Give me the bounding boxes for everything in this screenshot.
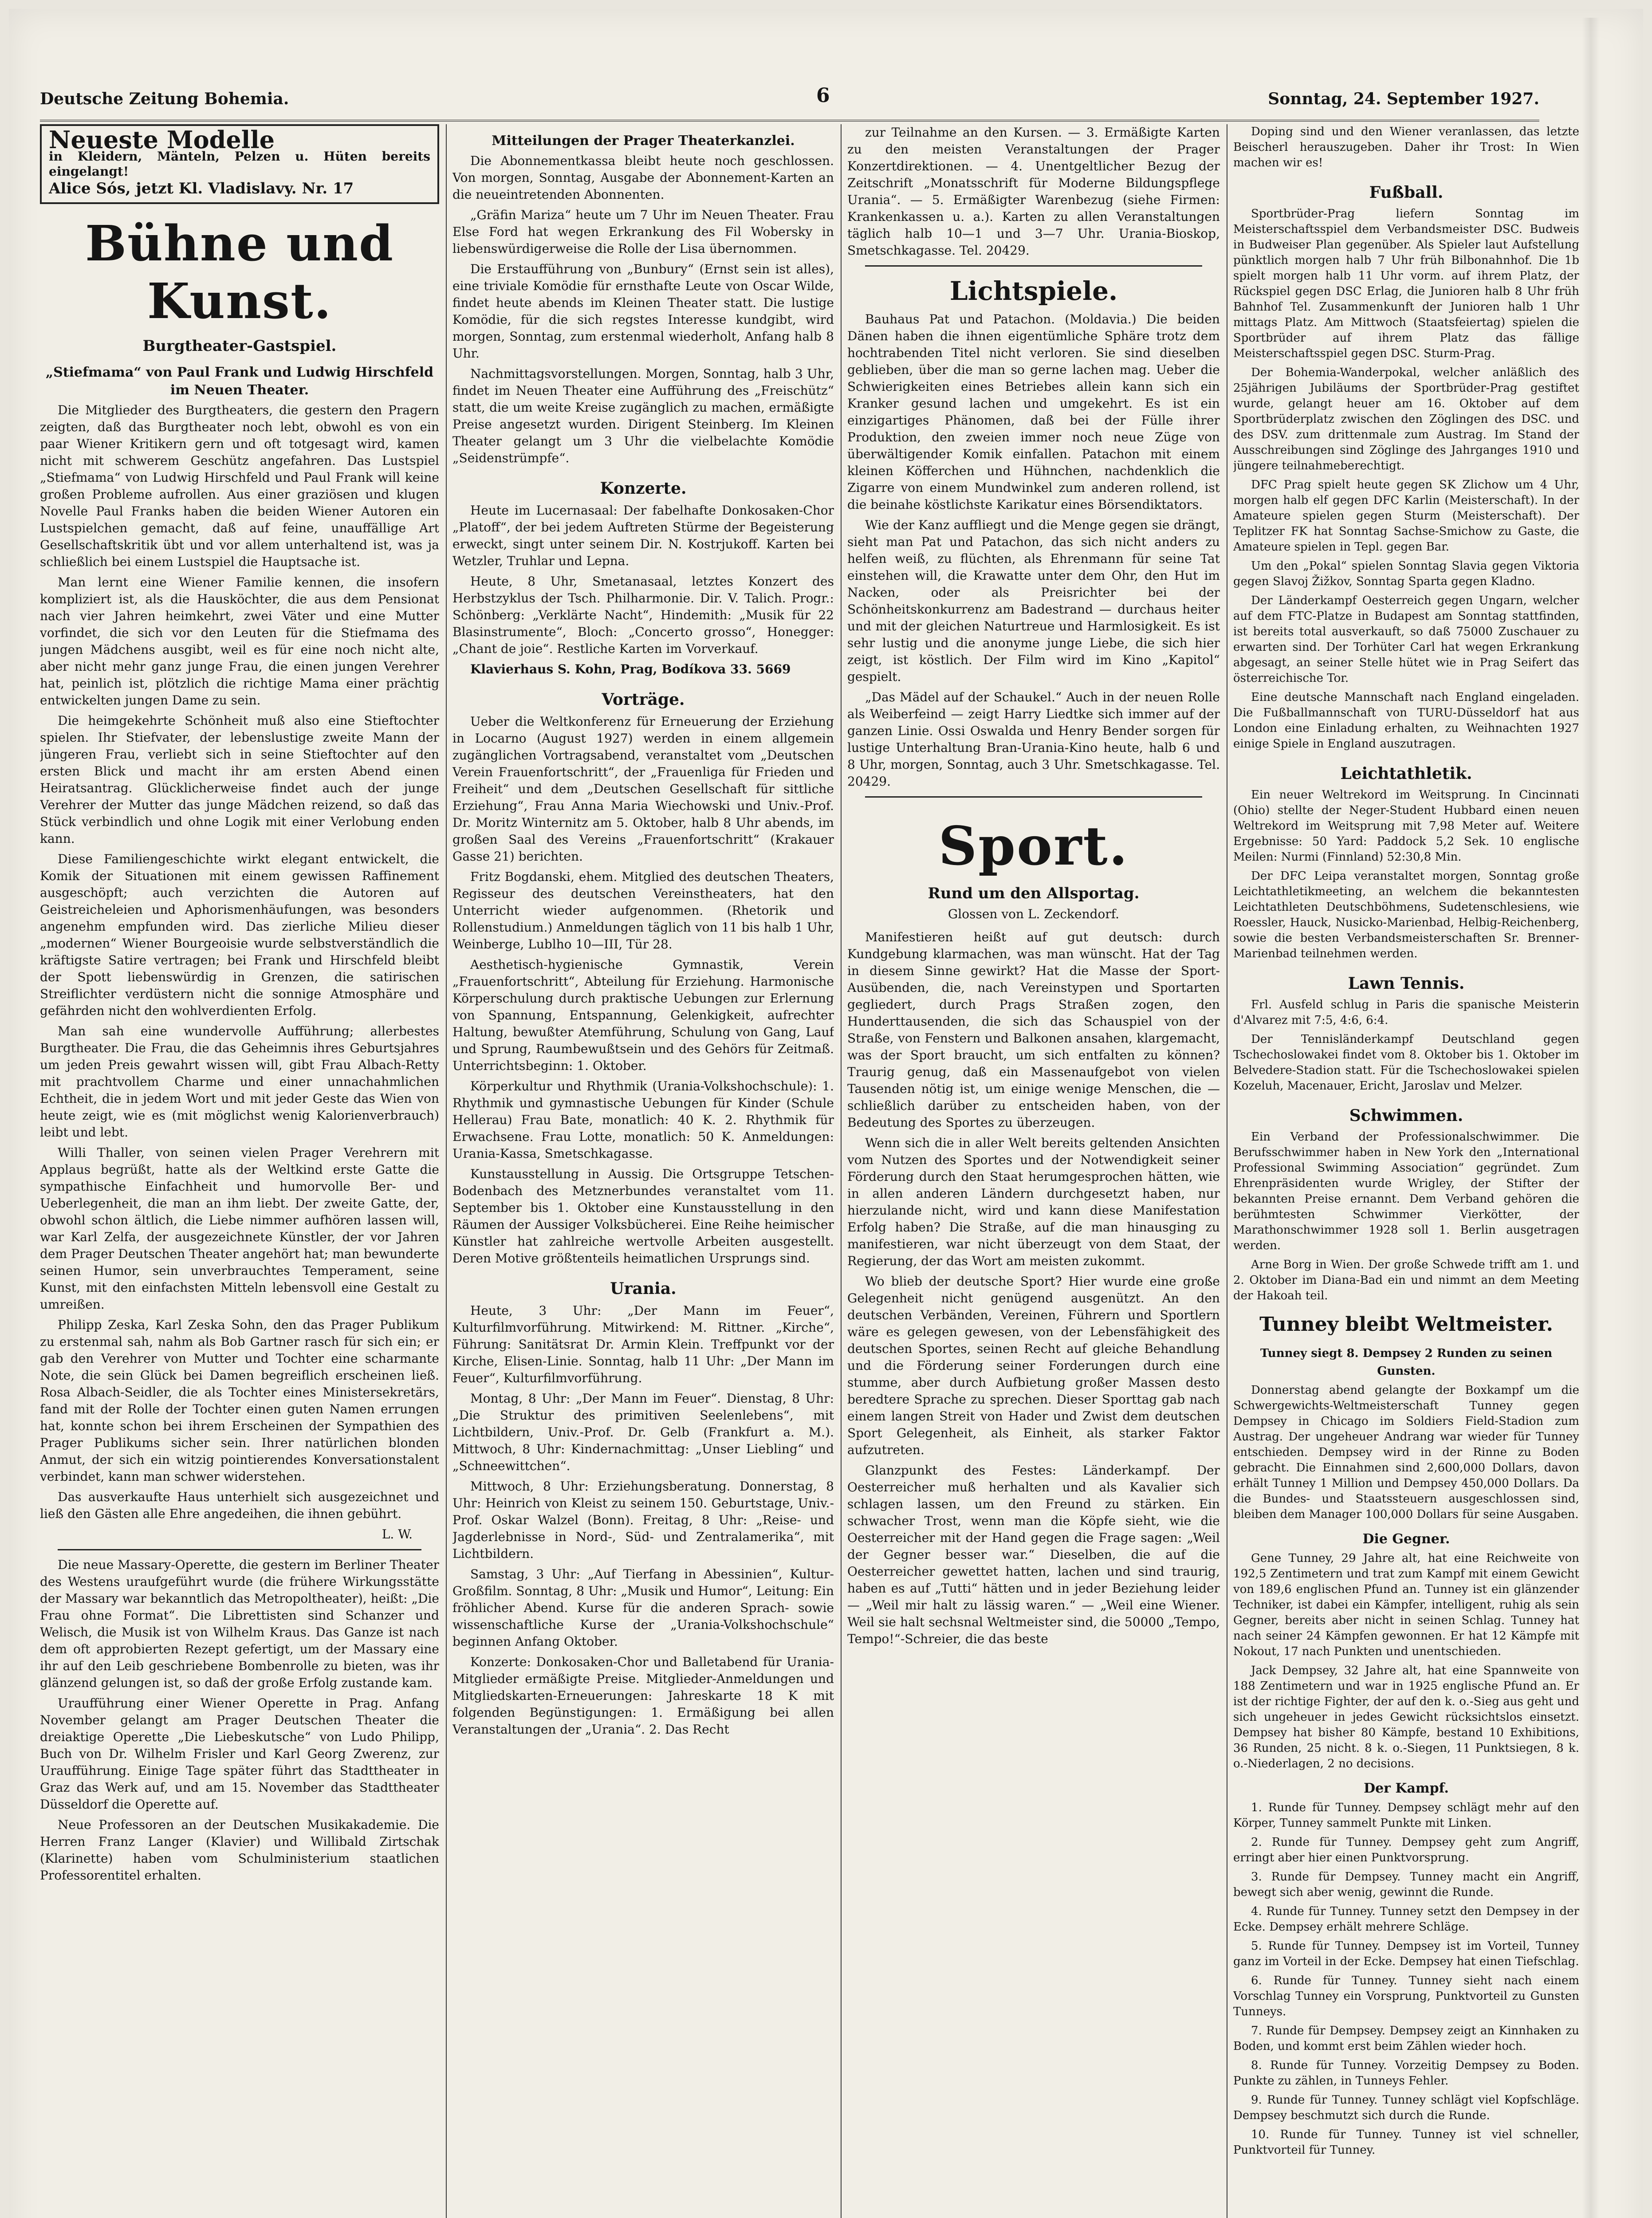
paragraph: Aesthetisch-hygienische Gymnastik, Verein „Frauenfortschritt“, Abteilung für Erziehung. Harmonische Körperschulung durch praktische Uebungen zur Erlernung von Spannung, Entspannung, Gelenkigkeit, aufrechter Haltung, bewußter Atemführung, Schulung von Gang, Lauf und Sprung, Raumbewußtsein und des Gehörs für Zeitmaß. Unterrichtsbeginn: 1. Oktober. xyxy=(452,957,834,1073)
paragraph: Wo blieb der deutsche Sport? Hier wurde eine große Gelegenheit nicht genügend ausgenützt. An den deutschen Verbänden, Vereinen, Führern und Sportlern wäre es gelegen gewesen, von der Lebensfähigkeit des deutschen Sportes, seinen Recht auf gleiche Behandlung und die Förderung seiner Forderungen durch eine stumme, aber durch Aufbietung großer Massen desto beredtere Sprache zu sprechen. Dieser Sporttag gab nach einem langen Streit von Hader und Zwist dem deutschen Sport Gelegenheit, als Einheit, als starker Faktor aufzutreten. xyxy=(847,1274,1220,1457)
paragraph: 1. Runde für Tunney. Dempsey schlägt mehr auf den Körper, Tunney sammelt Punkte mit Linken. xyxy=(1233,1801,1579,1830)
paragraph: Ueber die Weltkonferenz für Erneuerung der Erziehung in Locarno (August 1927) werden in einem allgemein zugänglichen Vortragsabend, veranstaltet vom „Deutschen Verein Frauenfortschritt“, der „Frauenliga für Frieden und Freiheit“ und dem „Deutschen Gesellschaft für sittliche Erziehung“, Frau Anna Maria Wiechowski und Univ.-Prof. Dr. Moritz Winternitz am 5. Oktober, halb 8 Uhr abends, im großen Saal des Vereins „Frauenfortschritt“ (Krakauer Gasse 21) berichten. xyxy=(452,714,834,864)
paragraph: Doping sind und den Wiener veranlassen, das letzte Beischerl herauszugeben. Daher ihr Trost: In Wien machen wir es! xyxy=(1233,125,1579,169)
subheading-die-gegner: Die Gegner. xyxy=(1362,1531,1450,1547)
article-title: Mitteilungen der Prager Theaterkanzlei. xyxy=(492,133,795,149)
paragraph: Willi Thaller, von seinen vielen Prager Verehrern mit Applaus begrüßt, hatte als der Weltkind erste Gatte die sympathische Einfachheit und humorvolle Ber- und Ueberlegenheit, die man an ihm liebt. Der zweite Gatte, der, obwohl schon ältlich, die Liebe nimmer aufhören lassen will, war Karl Zelfa, der ausgezeichnete Künstler, der vor Jahren dem Prager Deutschen Theater angehört hat; man bewunderte seinen Humor, sein unverbrauchtes Temperament, seine Kunst, mit den einfachsten Mitteln lebensvoll eine Gestalt zu umreißen. xyxy=(40,1145,439,1312)
paragraph: Gene Tunney, 29 Jahre alt, hat eine Reichweite von 192,5 Zentimetern und trat zum Kampf mit einem Gewicht von 189,6 englischen Pfund an. Tunney ist ein glänzender Techniker, ist dabei ein Kämpfer, intelligent, ruhig als sein Gegner, bereits aber nicht in seinen Schlag. Tunney hat nach seiner 24 Kämpfen gewonnen. Er hat 12 Kämpfe mit Nokout, 17 nach Punkten und unentschieden. xyxy=(1233,1552,1579,1658)
paragraph: Man lernt eine Wiener Familie kennen, die insofern kompliziert ist, als die Hausköchter, die aus dem Pensionat nach vier Jahren heimkehrt, zwei Väter und eine Mutter vorfindet, die sich vor den Leuten für die Stiefmama des jungen Mädchens ausgibt, weil es für eine noch nicht alte, aber nicht mehr ganz junge Frau, die einen jungen Verehrer hat, peinlich ist, plötzlich die richtige Mama einer prächtig entwickelten jungen Dame zu sein. xyxy=(40,575,439,708)
paragraph: Die Mitglieder des Burgtheaters, die gestern den Pragern zeigten, daß das Burgtheater noch lebt, obwohl es von ein paar Wiener Kritikern gern und oft totgesagt wird, kamen nicht mit schwerem Geschütz angefahren. Das Lustspiel „Stiefmama“ von Ludwig Hirschfeld und Paul Frank will keine großen Probleme aufrollen. Aus einer graziösen und klugen Novelle Paul Franks haben die beiden Wiener Autoren ein Lustspielchen gemacht, daß auf feine, unauffällige Art Gesellschaftskritik übt und vor allem unterhaltend ist, was ja schließlich bei einem Lustspiel die Hauptsache ist. xyxy=(40,403,439,569)
paragraph: Die heimgekehrte Schönheit muß also eine Stieftochter spielen. Ihr Stiefvater, der lebenslustige zweite Mann der jüngeren Frau, verliebt sich in seine Stieftochter auf den ersten Blick und macht ihr am ersten Abend einen Heiratsantrag. Glücklicherweise findet auch der junge Verehrer der Mutter das junge Mädchen reizend, so daß das Stück verbindlich und ohne Logik mit einer Verlobung enden kann. xyxy=(40,713,439,846)
article-title: Rund um den Allsportag. xyxy=(928,885,1140,902)
paragraph: Man sah eine wundervolle Aufführung; allerbestes Burgtheater. Die Frau, die das Geheimnis ihres Geburtsjahres um jeden Preis gewahrt wissen will, gibt Frau Albach-Retty mit prachtvollem Charme und einer unnachahmlichen Echtheit, die in jedem Wort und mit jeder Geste das Wien von heute zeigt, wie es (mit möglichst wenig Kalorienverbrauch) leibt und lebt. xyxy=(40,1024,439,1140)
paragraph: Glanzpunkt des Festes: Länderkampf. Der Oesterreicher muß herhalten und als Kavalier sich schlagen lassen, um den Freund zu stärken. Ein schwacher Trost, wenn man die Köpfe sieht, wie die Oesterreicher mit der Hand gegen die Frage sagen: „Weil der Gegner besser war.“ Dieselben, die auf die Oesterreicher gewettet hatten, lachen und sind traurig, haben es auf „Tutti“ hätten und in jeder Beziehung leider — „Weil mir halt zu lässig waren.“ — „Weil eine Wiener. Weil sie halt sechsnal Weltmeister sind, die 50000 „Tempo, Tempo!“-Schreier, die das beste xyxy=(847,1463,1220,1646)
paragraph: „Gräfin Mariza“ heute um 7 Uhr im Neuen Theater. Frau Else Ford hat wegen Erkrankung des Fil Wobersky in liebenswürdigerweise die Rolle der Lisa übernommen. xyxy=(452,208,834,256)
section-heading-vortraege: Vorträge. xyxy=(602,690,685,709)
column-1 xyxy=(40,124,439,2218)
column-3 xyxy=(847,124,1220,2218)
article-author: Glossen von L. Zeckendorf. xyxy=(948,907,1120,921)
paragraph: Montag, 8 Uhr: „Der Mann im Feuer“. Dienstag, 8 Uhr: „Die Struktur des primitiven Seelenlebens“, mit Lichtbildern, Univ.-Prof. Dr. Gelb (Frankfurt a. M.). Mittwoch, 8 Uhr: Kindernachmittag: „Unser Liebling“ und „Schneewittchen“. xyxy=(452,1391,834,1473)
paragraph: 7. Runde für Dempsey. Dempsey zeigt an Kinnhaken zu Boden, und kommt erst beim Zählen wieder hoch. xyxy=(1233,2024,1579,2053)
paragraph: Bauhaus Pat und Patachon. (Moldavia.) Die beiden Dänen haben die ihnen eigentümliche Sphäre trotz dem hochtrabenden Titel nicht verloren. Sie sind dieselben geblieben, über die man so gerne lachen mag. Ueber die Schwierigkeiten eines Betriebes allein kann sich ein Kranker gesund lachen und umgekehrt. Es ist ein einzigartiges Phänomen, daß bei der Fülle ihrer Produktion, den zweien immer noch neue Züge von überwältigender Komik einfallen. Patachon mit einem kleinen Köfferchen und Hühnchen, nachdenklich die Zigarre von einem Mundwinkel zum anderen rollend, ist die beinahe köstlichste Karikatur eines Börsendiktators. xyxy=(847,312,1220,512)
section-heading-tunney: Tunney bleibt Weltmeister. xyxy=(1259,1313,1553,1336)
masthead-page-number: 6 xyxy=(816,84,830,107)
paragraph: 9. Runde für Tunney. Tunney schlägt viel Kopfschläge. Dempsey beschmutzt sich durch die Runde. xyxy=(1233,2093,1579,2122)
paragraph: Wenn sich die in aller Welt bereits geltenden Ansichten vom Nutzen des Sportes und der Notwendigkeit seiner Förderung durch den Staat herumgesprochen hätten, wie in allen anderen Ländern durchgesetzt haben, nur hierzulande nicht, wird und kann diese Manifestation Erfolg haben? Die Straße, auf die man hinausging zu manifestieren, war nicht überzeugt von dem Staat, der Regierung, der das Wort am meisten zukommt. xyxy=(847,1136,1220,1268)
paragraph: 8. Runde für Tunney. Vorzeitig Dempsey zu Boden. Punkte zu zählen, in Tunneys Fehler. xyxy=(1233,2059,1579,2088)
column-2 xyxy=(452,124,834,2218)
ad-line: Klavierhaus S. Kohn, Prag, Bodíkova 33. 5669 xyxy=(470,662,791,676)
paragraph: Der Länderkampf Oesterreich gegen Ungarn, welcher auf dem FTC-Platze in Budapest am Sonntag stattfinden, ist bereits total ausverkauft, so daß 75000 Zuschauer zu erwarten sind. Der Torhüter Carl hat wegen Erkrankung abgesagt, an seiner Stelle hütet wie in Prag Seifert das österreichische Tor. xyxy=(1233,594,1579,685)
column-separator xyxy=(446,124,447,2218)
paragraph: 2. Runde für Tunney. Dempsey geht zum Angriff, erringt aber hier einen Punktvorsprung. xyxy=(1233,1836,1579,1864)
paragraph: Fritz Bogdanski, ehem. Mitglied des deutschen Theaters, Regisseur des deutschen Vereinstheaters, hat den Unterricht wieder aufgenommen. (Rhetorik und Rollenstudium.) Anmeldungen täglich von 11 bis halb 1 Uhr, Weinberge, Lublho 10—III, Tür 28. xyxy=(452,869,834,952)
paragraph: Die Abonnementkassa bleibt heute noch geschlossen. Von morgen, Sonntag, Ausgabe der Abonnement-Karten an die neueintretenden Abonnenten. xyxy=(452,153,834,202)
section-heading-urania: Urania. xyxy=(610,1279,677,1298)
section-heading-fussball: Fußball. xyxy=(1369,183,1444,202)
paragraph: Diese Familiengeschichte wirkt elegant entwickelt, die Komik der Situationen mit einem gewissen Raffinement ausgeschöpft; auch verzichten die Autoren auf Geistreicheleien und Aphorismenhäufungen, was besonders angenehm empfunden wird. Das zierliche Milieu dieser „modernen“ Wiener Bourgeoisie wurde selbstverständlich die kräftigste Satire vertragen; bei Frank und Hirschfeld bleibt der Spott liebenswürdig in Grenzen, die satirischen Streiflichter verdüstern nicht die sonnige Atmosphäre und gefährden nicht den wohlverdienten Erfolg. xyxy=(40,852,439,1018)
paragraph: Donnerstag abend gelangte der Boxkampf um die Schwergewichts-Weltmeisterschaft Tunney gegen Dempsey in Chicago im Soldiers Field-Stadion zum Austrag. Der ungeheuer Andrang war wieder für Tunney entschieden. Dempsey wird in der Rinne zu Boden gebracht. Die Einnahmen sind 2,600,000 Dollars, davon erhält Tunney 1 Million und Dempsey 450,000 Dollars. Da die Bundes- und Staatssteuern ausgeschlossen sind, bleiben dem Manager 100,000 Dollars für seine Ausgaben. xyxy=(1233,1384,1579,1521)
paragraph: Kunstausstellung in Aussig. Die Ortsgruppe Tetschen-Bodenbach des Metznerbundes veranstaltet vom 11. September bis 1. Oktober eine Kunstausstellung in den Räumen der Aussiger Volksbücherei. Eine Reihe heimischer Künstler hat zahlreiche wertvolle Arbeiten ausgestellt. Deren Motive größtenteils heimatlichen Ursprungs sind. xyxy=(452,1167,834,1266)
article-subtitle: Tunney siegt 8. Dempsey 2 Runden zu seinen Gunsten. xyxy=(1260,1347,1553,1378)
paragraph: Arne Borg in Wien. Der große Schwede trifft am 1. und 2. Oktober im Diana-Bad ein und nimmt an dem Meeting der Hakoah teil. xyxy=(1233,1258,1579,1302)
paragraph: Der DFC Leipa veranstaltet morgen, Sonntag große Leichtathletikmeeting, an welchem die bekanntesten Leichtathleten Deutschböhmens, Sudetenschlesiens, wie Roessler, Hauck, Nusicko-Marienbad, Helbig-Reichenberg, sowie die besten Verbandsmeisterschaften Sr. Brenner-Marienbad teilnehmen werden. xyxy=(1233,869,1579,960)
paragraph: zur Teilnahme an den Kursen. — 3. Ermäßigte Karten zu den meisten Veranstaltungen der Prager Konzertdirektionen. — 4. Unentgeltlicher Bezug der Zeitschrift „Monatsschrift für Moderne Bildungspflege Urania“. — 5. Ermäßigter Warenbezug (siehe Firmen: Krankenkassen u. a.). Karten zu allen Veranstaltungen täglich halb 10—1 und 3—7 Uhr. Urania-Bioskop, Smetschkagasse. Tel. 20429. xyxy=(847,125,1220,258)
section-heading-sport: Sport. xyxy=(938,815,1129,877)
masthead-newspaper-name: Deutsche Zeitung Bohemia. xyxy=(40,90,289,108)
paragraph: Ein neuer Weltrekord im Weitsprung. In Cincinnati (Ohio) stellte der Neger-Student Hubbard einen neuen Weltrekord im Weitsprung mit 7,98 Meter auf. Weitere Ergebnisse: 50 Yard: Paddock 5,2 Sek. 10 englische Meilen: Nurmi (Finnland) 52:30,8 Min. xyxy=(1233,788,1579,864)
paragraph: Jack Dempsey, 32 Jahre alt, hat eine Spannweite von 188 Zentimetern und war in 1925 englische Pfund an. Er ist der richtige Fighter, der auf den k. o.-Sieg aus geht und sich ungeheuer in jedes Gewicht rücksichtslos einsetzt. Dempsey hat bisher 80 Kämpfe, bestand 10 Exhibitions, 36 Runden, 25 nicht. 8 k. o.-Siegen, 11 Punktsiegen, 8 k. o.-Niederlagen, 2 no decisions. xyxy=(1233,1664,1579,1770)
paragraph: Mittwoch, 8 Uhr: Erziehungsberatung. Donnerstag, 8 Uhr: Heinrich von Kleist zu seinem 150. Geburtstage, Univ.-Prof. Oskar Walzel (Bonn). Freitag, 8 Uhr: „Reise- und Jagderlebnisse in Nord-, Süd- und Zentralamerika“, mit Lichtbildern. xyxy=(452,1479,834,1561)
paragraph: 4. Runde für Tunney. Tunney setzt den Dempsey in der Ecke. Dempsey erhält mehrere Schläge. xyxy=(1233,1905,1579,1934)
column-separator xyxy=(841,124,842,2218)
ad-lines: in Kleidern, Mänteln, Pelzen u. Hüten bereits eingelangt! xyxy=(49,149,430,179)
paragraph: Um den „Pokal“ spielen Sonntag Slavia gegen Viktoria gegen Slavoj Žižkov, Sonntag Sparta gegen Kladno. xyxy=(1233,559,1579,588)
paragraph: Konzerte: Donkosaken-Chor und Balletabend für Urania-Mitglieder ermäßigte Preise. Mitglieder-Anmeldungen und Mitgliedskarten-Erneuerungen: Jahreskarte 18 K mit folgenden Begünstigungen: 1. Ermäßigung bei allen Veranstaltungen der „Urania“. 2. Das Recht xyxy=(452,1655,834,1737)
paragraph: 5. Runde für Tunney. Dempsey ist im Vorteil, Tunney ganz im Vorteil in der Ecke. Dempsey hat einen Tiefschlag. xyxy=(1233,1939,1579,1968)
paragraph: Ein Verband der Professionalschwimmer. Die Berufsschwimmer haben in New York den „International Professional Swimming Association“ gegründet. Zum Ehrenpräsidenten wurde Wrigley, der Stifter der bekannten Preise ernannt. Dem Verband gehören die berühmtesten Schwimmer Vierkötter, der Marathonschwimmer 1928 soll 1. Berlin ausgetragen werden. xyxy=(1233,1130,1579,1252)
paragraph: Philipp Zeska, Karl Zeska Sohn, den das Prager Publikum zu erstenmal sah, nahm als Bob Gartner rasch für sich ein; er gab den Verehrer von Mutter und Tochter eine scharmante Note, die sein Glück bei Damen begreiflich erscheinen ließ. Rosa Albach-Seidler, die als Tochter eines Ministersekretärs, fand mit der Rolle der Tochter einen guten Namen errungen hat, konnte schon bei ihrem Erscheinen der Sympathien des Prager Publikums sicher sein. Ihrer natürlichen blonden Anmut, der sich ein witzig pointierendes Konversationstalent verbindet, kann man schwer widerstehen. xyxy=(40,1317,439,1484)
paragraph: Neue Professoren an der Deutschen Musikakademie. Die Herren Franz Langer (Klavier) und Willibald Zirtschak (Klarinette) haben vom Schulministerium staatlichen Professorentitel erhalten. xyxy=(40,1817,439,1883)
section-heading-schwimmen: Schwimmen. xyxy=(1349,1106,1463,1125)
ad-title: Neueste Modelle xyxy=(49,126,275,154)
paragraph: Nachmittagsvorstellungen. Morgen, Sonntag, halb 3 Uhr, findet im Neuen Theater eine Aufführung des „Freischütz“ statt, die um weite Kreise zugänglich zu machen, ermäßigte Preise angesetzt wurden. Dirigent Steinberg. Im Kleinen Theater gelangt um 3 Uhr die vielbelachte Komödie „Seidenstrümpfe“. xyxy=(452,366,834,465)
paragraph: Der Bohemia-Wanderpokal, welcher anläßlich des 25jährigen Jubiläums der Sportbrüder-Prag gestiftet wurde, gelangt heuer am 16. Oktober auf dem Sportbrüderplatz zwischen den Zöglingen des DSC. und des DSV. zum drittenmale zum Austrag. Im Stand der Ausschreibungen sind Zöglinge des Jahrganges 1910 und jüngere teilnahmeberechtigt. xyxy=(1233,366,1579,472)
section-heading-leichtathletik: Leichtathletik. xyxy=(1340,764,1472,783)
author-signature: L. W. xyxy=(382,1527,413,1542)
subheading-der-kampf: Der Kampf. xyxy=(1364,1781,1449,1796)
paragraph: Wie der Kanz auffliegt und die Menge gegen sie drängt, sieht man Pat und Patachon, das sich nicht anders zu helfen weiß, zu flüchten, als Ehrenmann für seine Tat einstehen will, die Krawatte unter dem Ohr, den Hut im Nacken, oder als Preisrichter bei der Schönheitskonkurrenz am Badestrand — durchaus heiter und mit der gleichen Naturtreue und Harmlosigkeit. Es ist sehr lustig und die anonyme junge Liebe, die sich hier zeigt, ist köstlich. Der Film wird im Kino „Kapitol“ gespielt. xyxy=(847,518,1220,684)
divider xyxy=(865,265,1202,267)
paragraph: Die Erstaufführung von „Bunbury“ (Ernst sein ist alles), eine triviale Komödie für ernsthafte Leute von Oscar Wilde, findet heute abends im Kleinen Theater statt. Die lustige Komödie, für die sich regstes Interesse kundgibt, wird morgen, Sonntag, zum erstenmal wiederholt, Anfang halb 8 Uhr. xyxy=(452,262,834,361)
divider xyxy=(865,796,1202,798)
section-heading-lawn-tennis: Lawn Tennis. xyxy=(1348,974,1465,993)
paragraph: Heute im Lucernasaal: Der fabelhafte Donkosaken-Chor „Platoff“, der bei jedem Auftreten Stürme der Begeisterung erweckt, singt unter seinem Dir. N. Kostrjukoff. Karten bei Wetzler, Truhlar und Lepna. xyxy=(452,503,834,568)
paragraph: 3. Runde für Dempsey. Tunney macht ein Angriff, bewegt sich aber wenig, gewinnt die Runde. xyxy=(1233,1870,1579,1899)
paragraph: 10. Runde für Tunney. Tunney ist viel schneller, Punktvorteil für Tunney. xyxy=(1233,2128,1579,2157)
paragraph: DFC Prag spielt heute gegen SK Zlichow um 4 Uhr, morgen halb elf gegen DFC Karlin (Meisterschaft). In der Amateure spielen gegen Sturm (Meisterschaft). Der Teplitzer FK hat Sonntag Sachse-Smichow zu Gaste, die Amateure spielen in Tepl. gegen Bar. xyxy=(1233,478,1579,554)
paragraph: Heute, 3 Uhr: „Der Mann im Feuer“, Kulturfilmvorführung. Mitwirkend: M. Rittner. „Kirche“, Führung: Sanitätsrat Dr. Armin Klein. Treffpunkt vor der Kirche, Elisen-Linie. Sonntag, halb 11 Uhr: „Der Mann im Feuer“, Kulturfilmvorführung. xyxy=(452,1303,834,1385)
article-title: Burgtheater-Gastspiel. xyxy=(142,337,337,355)
paragraph: 6. Runde für Tunney. Tunney sieht nach einem Vorschlag Tunney ein Vorsprung, Punktvorteil zu Gunsten Tunneys. xyxy=(1233,1974,1579,2018)
paragraph: Heute, 8 Uhr, Smetanasaal, letztes Konzert des Herbstzyklus der Tsch. Philharmonie. Dir. V. Talich. Progr.: Schönberg: „Verklärte Nacht“, Hindemith: „Musik für 22 Blasinstrumente“, Bloch: „Concerto grosso“, Honegger: „Chant de joie“. Restliche Karten im Vorverkauf. xyxy=(452,574,834,656)
masthead xyxy=(40,84,1539,122)
paragraph: Manifestieren heißt auf gut deutsch: durch Kundgebung klarmachen, was man wünscht. Hat der Tag in diesem Sinne gewirkt? Hat die Masse der Sport-Ausübenden, die, nach Vereinstypen und Sportarten gegliedert, durch Prags Straßen zogen, den Hunderttausenden, die sich das Schauspiel von der Straße, von Fenstern und Balkonen ansahen, klargemacht, was der Sport braucht, um sich entfalten zu können? Traurig genug, daß ein Massenaufgebot von vielen Tausenden nötig ist, um einige wenige Menschen, die — schließlich darüber zu entscheiden haben, von der Bedeutung des Sportes zu überzeugen. xyxy=(847,930,1220,1130)
paragraph: Samstag, 3 Uhr: „Auf Tierfang in Abessinien“, Kultur-Großfilm. Sonntag, 8 Uhr: „Musik und Humor“, Leitung: Ein fröhlicher Abend. Kurse für die anderen Sprach- sowie wissenschaftliche Kurse der „Urania-Volkshochschule“ beginnen Anfang Oktober. xyxy=(452,1567,834,1649)
paragraph: Körperkultur und Rhythmik (Urania-Volkshochschule): 1. Rhythmik und gymnastische Uebungen für Kinder (Schule Hellerau) Frau Bate, monatlich: 40 K. 2. Rhythmik für Erwachsene. Frau Lotte, monatlich: 50 K. Anmeldungen: Urania-Kassa, Smetschkagasse. xyxy=(452,1079,834,1161)
paragraph: Uraufführung einer Wiener Operette in Prag. Anfang November gelangt am Prager Deutschen Theater die dreiaktige Operette „Die Liebeskutsche“ von Ludo Philipp, Buch von Dr. Wilhelm Frisler und Karl Georg Zwerenz, zur Uraufführung. Einige Tage später führt das Stadttheater in Graz das Werk auf, und am 15. November das Stadttheater Düsseldorf die Operette auf. xyxy=(40,1696,439,1812)
paragraph: Der Tennisländerkampf Deutschland gegen Tschechoslowakei findet vom 8. Oktober bis 1. Oktober im Belvedere-Stadion statt. Für die Tschechoslowakei spielen Kozeluh, Macenauer, Ericht, Jaroslav und Melzer. xyxy=(1233,1033,1579,1093)
column-4 xyxy=(1233,124,1579,2218)
page-fold-shadow xyxy=(1582,18,1600,2218)
paragraph: Frl. Ausfeld schlug in Paris die spanische Meisterin d'Alvarez mit 7:5, 4:6, 6:4. xyxy=(1233,998,1579,1027)
paragraph: Sportbrüder-Prag liefern Sonntag im Meisterschaftsspiel dem Verbandsmeister DSC. Budweis in Budweiser Plan gegenüber. Als Spieler laut Aufstellung pünktlich morgen halb 7 Uhr früh Bilbonahnhof. Die 1b spielt morgen halb 11 Uhr vorm. auf ihrem Platz, der Rückspiel gegen DSC Erlag, die Junioren halb 8 Uhr früh Bahnhof Tel. Zusammenkunft der Junioren halb 1 Uhr mittags Platz. Am Mittwoch (Staatsfeiertag) spielen die Sportbrüder auf ihrem Platz das fällige Meisterschaftsspiel gegen DSC. Sturm-Prag. xyxy=(1233,207,1579,360)
advertisement-alice-sos xyxy=(40,124,439,204)
masthead-date: Sonntag, 24. September 1927. xyxy=(1268,90,1539,108)
section-heading-konzerte: Konzerte. xyxy=(600,479,687,498)
section-heading-lichtspiele: Lichtspiele. xyxy=(949,276,1118,306)
article-subtitle: „Stiefmama“ von Paul Frank und Ludwig Hirschfeld im Neuen Theater. xyxy=(45,365,434,398)
paragraph: Das ausverkaufte Haus unterhielt sich ausgezeichnet und ließ den Gästen alle Ehre angedeihen, die ihnen gebührt. xyxy=(40,1490,439,1521)
ad-firm: Alice Sós, jetzt Kl. Vladislavy. Nr. 17 xyxy=(49,180,354,197)
divider xyxy=(58,1549,421,1550)
paragraph: Eine deutsche Mannschaft nach England eingeladen. Die Fußballmannschaft von TURU-Düsseldorf hat aus London eine Einladung erhalten, zu Weihnachten 1927 einige Spiele in England auszutragen. xyxy=(1233,691,1579,751)
paragraph: „Das Mädel auf der Schaukel.“ Auch in der neuen Rolle als Weiberfeind — zeigt Harry Liedtke sich immer auf der ganzen Linie. Ossi Oswalda und Henry Bender sorgen für lustige Unterhaltung Bran-Urania-Kino heute, halb 6 und 8 Uhr, morgen, Sonntag, auch 3 Uhr. Smetschkagasse. Tel. 20429. xyxy=(847,690,1220,789)
section-heading-buehne-und-kunst: Bühne und Kunst. xyxy=(85,215,394,330)
paragraph: Die neue Massary-Operette, die gestern im Berliner Theater des Westens uraufgeführt wurde (die frühere Wirkungsstätte der Massary war bekanntlich das Metropoltheater), heißt: „Die Frau ohne Format“. Die Librettisten sind Schanzer und Welisch, die Musik ist von Wilhelm Kraus. Das Ganze ist nach dem oft approbierten Rezept gefertigt, um der Massary eine ihr auf den Leib geschriebene Bombenrolle zu bieten, was ihr glänzend gelungen ist, so daß der große Erfolg zustande kam. xyxy=(40,1557,439,1690)
